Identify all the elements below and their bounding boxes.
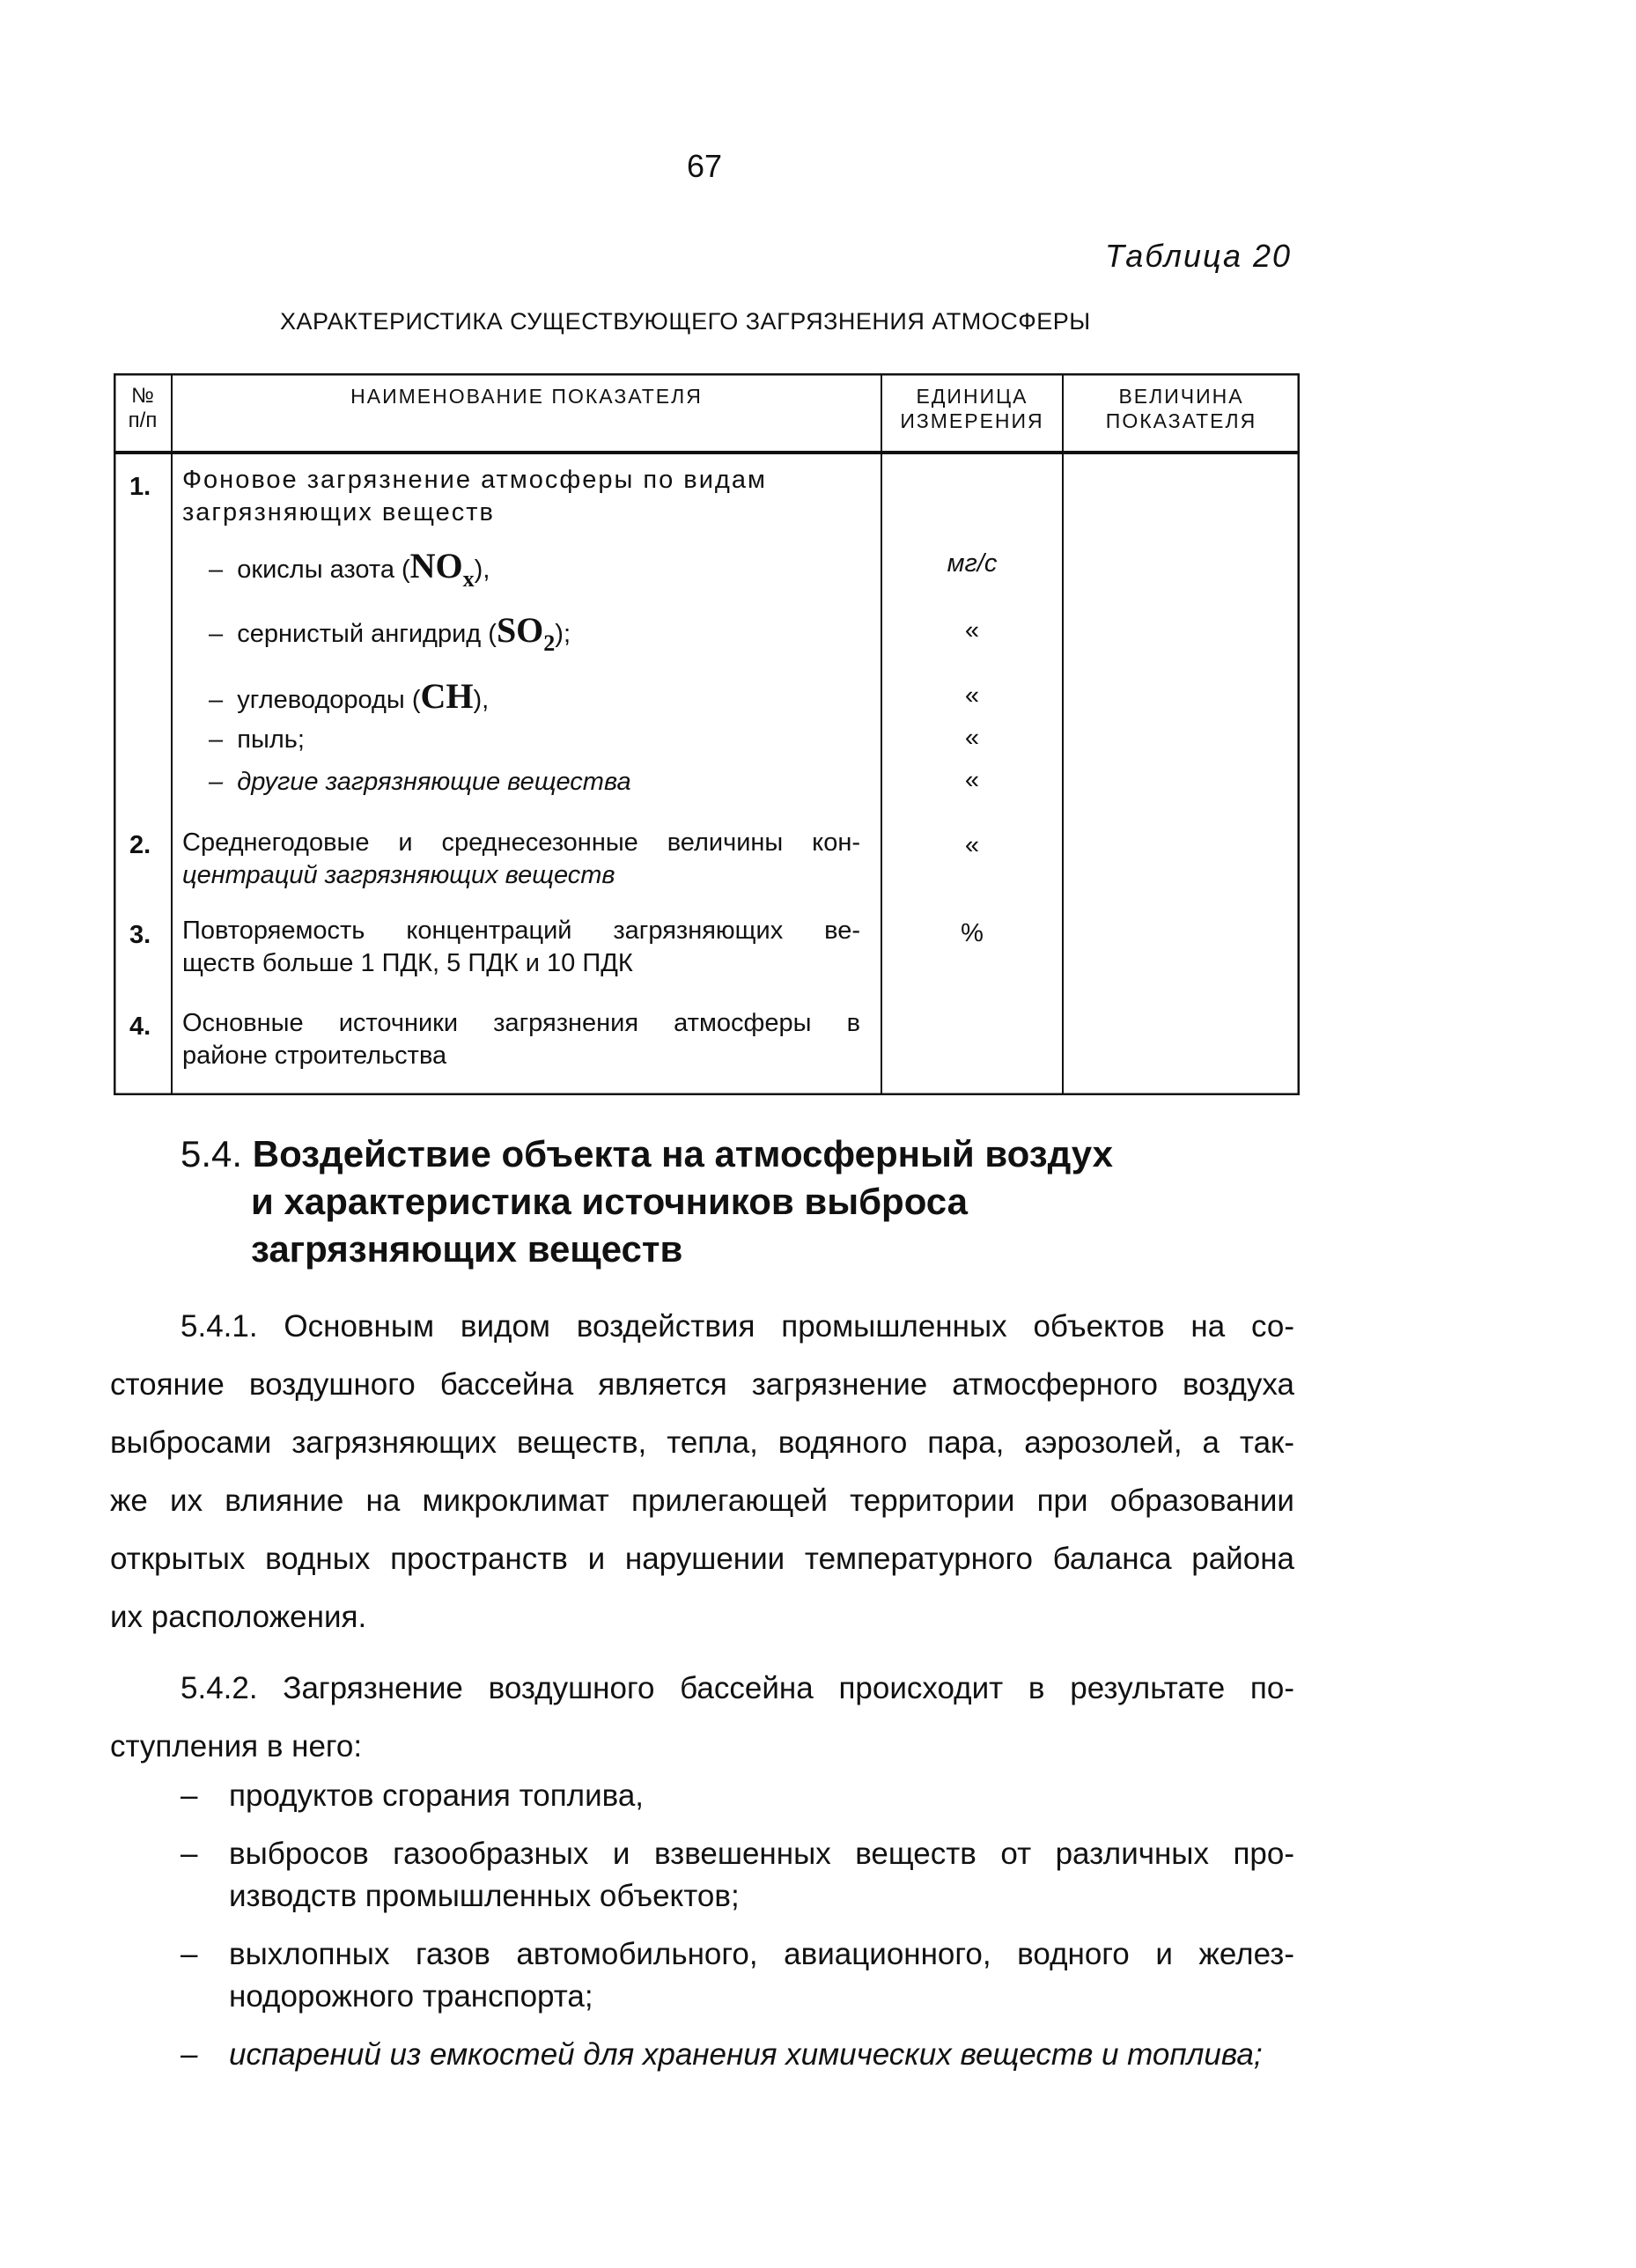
dash: – — [181, 2037, 198, 2072]
dash: – — [209, 686, 224, 714]
header-unit-line1: ЕДИНИЦА — [916, 385, 1028, 408]
formula-sub: x — [462, 566, 475, 592]
subitem-after: ), — [474, 556, 490, 584]
dash: – — [181, 1837, 198, 1871]
subitem-other — [209, 766, 631, 799]
dash: – — [181, 1778, 198, 1813]
list-item — [181, 1833, 1294, 1918]
formula-ch — [420, 676, 473, 716]
unit-ditto: « — [964, 724, 980, 752]
row-2-line1: Среднегодовые и среднесезонные величины кон- — [182, 828, 860, 857]
row-4-text — [182, 1007, 860, 1072]
list-item — [181, 1933, 1294, 2018]
header-value-line2: ПОКАЗАТЕЛЯ — [1105, 409, 1257, 432]
p1-line4: же их влияние на микроклимат прилегающей территории при образовании — [110, 1484, 1294, 1518]
row-4-num: 4. — [129, 1012, 151, 1041]
subitem-text: углеводороды ( — [237, 686, 421, 714]
list-item — [181, 2034, 1294, 2076]
list-item-line2: нодорожного транспорта; — [229, 1979, 593, 2014]
row-4-line2: районе строительства — [182, 1042, 447, 1070]
row-3-line2: ществ больше 1 ПДК, 5 ПДК и 10 ПДК — [182, 949, 633, 977]
row-4-line1: Основные источники загрязнения атмосферы в — [182, 1009, 860, 1037]
paragraph-5-4-1 — [110, 1298, 1294, 1646]
dash: – — [209, 725, 224, 754]
unit-percent: % — [961, 919, 984, 947]
row-2-line2: центраций загрязняющих веществ — [182, 861, 615, 889]
sources-list — [181, 1775, 1294, 2092]
p1-line2: стояние воздушного бассейна является загрязнение атмосферного воздуха — [110, 1367, 1294, 1402]
formula-sub: 2 — [543, 630, 556, 656]
subitem-after: ), — [473, 686, 490, 714]
unit-mg-s: мг/с — [947, 549, 998, 578]
section-title-line3: загрязняющих веществ — [251, 1228, 683, 1270]
list-item-line1: выбросов газообразных и взвешенных веществ от различных про- — [229, 1837, 1294, 1871]
table-label: Таблица 20 — [1105, 238, 1293, 274]
formula-so2 — [496, 610, 556, 656]
header-num-line2: п/п — [128, 409, 158, 432]
list-item-line1: продуктов сгорания топлива, — [229, 1778, 645, 1813]
header-value — [1063, 384, 1300, 433]
dash: – — [209, 768, 224, 796]
page-number: 67 — [687, 148, 723, 184]
header-num-line1: № — [131, 384, 154, 408]
subitem-nitrogen-oxides — [209, 546, 490, 595]
dash: – — [181, 1937, 198, 1971]
p1-line5: открытых водных пространств и нарушении температурного баланса района — [110, 1542, 1294, 1576]
p1-line6: их расположения. — [110, 1600, 367, 1634]
subitem-text: другие загрязняющие вещества — [237, 768, 631, 796]
row-1-num: 1. — [129, 473, 151, 501]
subitem-text: окислы азота ( — [237, 556, 410, 584]
section-heading — [181, 1130, 1113, 1273]
p1-line1: 5.4.1. Основным видом воздействия промышленных объектов на со- — [181, 1309, 1294, 1344]
subitem-dust — [209, 724, 305, 756]
indicators-table — [114, 373, 1300, 1095]
list-item-line1: выхлопных газов автомобильного, авиационного, водного и желез- — [229, 1937, 1294, 1971]
formula-nox — [409, 546, 475, 592]
p2-line2: ступления в него: — [110, 1729, 363, 1764]
dash: – — [209, 556, 224, 584]
formula-main: NO — [409, 546, 463, 585]
header-name: НАИМЕНОВАНИЕ ПОКАЗАТЕЛЯ — [350, 385, 703, 408]
subitem-sulfur-dioxide — [209, 610, 571, 659]
unit-ditto: « — [964, 681, 980, 710]
formula-main: SO — [496, 610, 544, 650]
unit-ditto: « — [964, 616, 980, 644]
list-item-line2: изводств промышленных объектов; — [229, 1879, 740, 1913]
paragraph-5-4-2 — [110, 1660, 1294, 1776]
section-title-line1: Воздействие объекта на атмосферный воздух — [252, 1133, 1113, 1174]
subitem-hydrocarbons — [209, 676, 490, 717]
p1-line3: выбросами загрязняющих веществ, тепла, водяного пара, аэрозолей, а так- — [110, 1425, 1294, 1460]
row-3-num: 3. — [129, 921, 151, 949]
section-number: 5.4. — [181, 1133, 243, 1174]
unit-ditto: « — [964, 766, 980, 794]
header-unit — [881, 384, 1063, 433]
formula-main: CH — [420, 676, 474, 716]
dash: – — [209, 620, 224, 648]
list-item-line1: испарений из емкостей для хранения химических веществ и топлива; — [229, 2037, 1263, 2072]
row-2-text — [182, 827, 860, 892]
row-3-text — [182, 915, 860, 980]
header-unit-line2: ИЗМЕРЕНИЯ — [900, 409, 1044, 432]
p2-line1: 5.4.2. Загрязнение воздушного бассейна происходит в результате по- — [181, 1671, 1294, 1705]
subitem-text: сернистый ангидрид ( — [237, 620, 497, 648]
row-3-line1: Повторяемость концентраций загрязняющих ве- — [182, 917, 860, 945]
table-title: ХАРАКТЕРИСТИКА СУЩЕСТВУЮЩЕГО ЗАГРЯЗНЕНИЯ АТМОСФЕРЫ — [280, 308, 1091, 335]
list-item — [181, 1775, 1294, 1817]
subitem-text: пыль; — [237, 725, 305, 754]
header-value-line1: ВЕЛИЧИНА — [1118, 385, 1244, 408]
row-1-title-line1: Фоновое загрязнение атмосферы по видам — [182, 466, 767, 494]
unit-ditto: « — [964, 831, 980, 859]
row-2-num: 2. — [129, 831, 151, 859]
row-1-title-line2: загрязняющих веществ — [182, 498, 495, 526]
section-title-line2: и характеристика источников выброса — [251, 1181, 969, 1222]
subitem-after: ); — [555, 620, 571, 648]
row-1-title — [182, 464, 860, 529]
header-num — [114, 384, 172, 433]
